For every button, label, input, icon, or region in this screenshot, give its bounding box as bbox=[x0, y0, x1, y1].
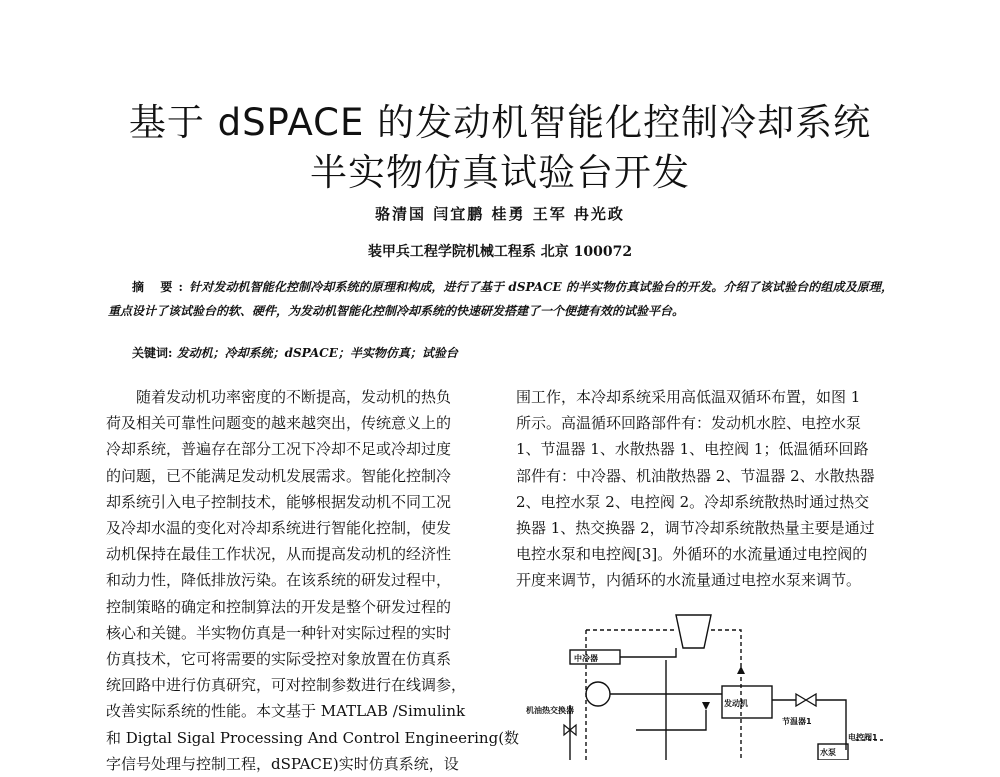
cooling-system-figure bbox=[526, 600, 916, 760]
arrow-icon bbox=[737, 666, 745, 674]
body-text-line: 动机保持在最佳工作状况，从而提高发动机的经济性 bbox=[106, 545, 452, 564]
oil-exchanger-circle bbox=[586, 682, 610, 706]
pipe bbox=[816, 700, 846, 750]
body-text-line: 随着发动机功率密度的不断提高，发动机的热负 bbox=[106, 388, 452, 406]
body-text-line: 部件有：中冷器、机油散热器 2、节温器 2、水散热器 bbox=[516, 466, 875, 485]
keywords-label: 关键词: bbox=[132, 346, 173, 360]
figure-label-engine: 发动机 bbox=[724, 699, 748, 708]
body-text-line: 字信号处理与控制工程，dSPACE)实时仿真系统，设 bbox=[106, 754, 459, 773]
body-text-line: 及冷却水温的变化对冷却系统进行智能化控制，使发 bbox=[106, 519, 452, 538]
body-text-line: 开度来调节，内循环的水流量通过电控水泵来调节。 bbox=[516, 571, 862, 590]
body-text-line: 核心和关键。半实物仿真是一种针对实际过程的实时 bbox=[106, 623, 452, 642]
figure-label-pump: 水泵 bbox=[820, 748, 836, 757]
authors: 骆清国 闫宜鹏 桂勇 王军 冉光政 bbox=[375, 205, 625, 223]
title-line-2: 半实物仿真试验台开发 bbox=[310, 151, 690, 194]
body-text-line: 统回路中进行仿真研究，可对控制参数进行在线调参， bbox=[106, 676, 467, 695]
body-text-line: 冷却系统，普遍存在部分工况下冷却不足或冷却过度 bbox=[106, 440, 452, 459]
body-text-line: 围工作，本冷却系统采用高低温双循环布置，如图 1 bbox=[516, 388, 861, 406]
body-text-line: 改善实际系统的性能。本文基于 MATLAB /Simulink bbox=[106, 702, 466, 721]
body-text-line: 1、节温器 1、水散热器 1、电控阀 1；低温循环回路 bbox=[516, 440, 869, 459]
body-text-line: 2、电控水泵 2、电控阀 2。冷却系统散热时通过热交 bbox=[516, 492, 870, 511]
body-text-line: 换器 1、热交换器 2，调节冷却系统散热量主要是通过 bbox=[516, 519, 875, 538]
body-column-left bbox=[106, 384, 520, 777]
body-column-right bbox=[516, 384, 896, 594]
body-text-line: 和动力性，降低排放污染。在该系统的研发过程中， bbox=[106, 571, 452, 590]
keywords bbox=[132, 344, 892, 361]
title-line-1: 基于 dSPACE 的发动机智能化控制冷却系统 bbox=[128, 101, 872, 144]
cooling-system-diagram bbox=[526, 600, 916, 760]
dashed-line bbox=[711, 630, 741, 760]
body-text-line: 控制策略的确定和控制算法的开发是整个研发过程的 bbox=[106, 597, 452, 616]
figure-label-thermostat: 节温器1 bbox=[782, 717, 812, 726]
radiator-shape bbox=[676, 615, 711, 648]
abstract-label: 摘 要: bbox=[132, 280, 189, 294]
body-text-line: 和 Digtal Sigal Processing And Control Engineering(数 bbox=[106, 728, 520, 747]
body-text-line: 仿真技术，它可将需要的实际受控对象放置在仿真系 bbox=[106, 650, 452, 669]
pipe bbox=[620, 648, 676, 657]
figure-label-oil-exchanger: 机油热交换器 bbox=[526, 706, 574, 715]
affiliation: 装甲兵工程学院机械工程系 北京 100072 bbox=[367, 244, 633, 260]
body-text-line: 电控水泵和电控阀[3]。外循环的水流量通过电控阀的 bbox=[516, 545, 868, 564]
pipe bbox=[636, 710, 706, 730]
abstract bbox=[108, 275, 893, 323]
keywords-text: 发动机；冷却系统；dSPACE；半实物仿真；试验台 bbox=[176, 346, 458, 360]
body-text-line: 的问题，已不能满足发动机发展需求。智能化控制冷 bbox=[106, 466, 452, 485]
figure-label-intercooler: 中冷器 bbox=[574, 654, 598, 663]
body-text-line: 所示。高温循环回路部件有：发动机水腔、电控水泵 bbox=[516, 414, 862, 433]
figure-label-valve: 电控阀1 bbox=[848, 733, 878, 742]
arrow-icon bbox=[702, 702, 710, 710]
abstract-text: 针对发动机智能化控制冷却系统的原理和构成，进行了基于 dSPACE 的半实物仿真试验台的开发。介绍了该试验台的组成及原理，重点设计了该试验台的软、硬件，为发动机智能化控制冷却系统的快速研发搭建了一个便捷有效的试验平台。 bbox=[108, 280, 894, 318]
body-text-line: 荷及相关可靠性问题变的越来越突出，传统意义上的 bbox=[106, 414, 452, 433]
body-text-line: 却系统引入电子控制技术，能够根据发动机不同工况 bbox=[106, 492, 452, 511]
valve-icon bbox=[796, 694, 816, 706]
